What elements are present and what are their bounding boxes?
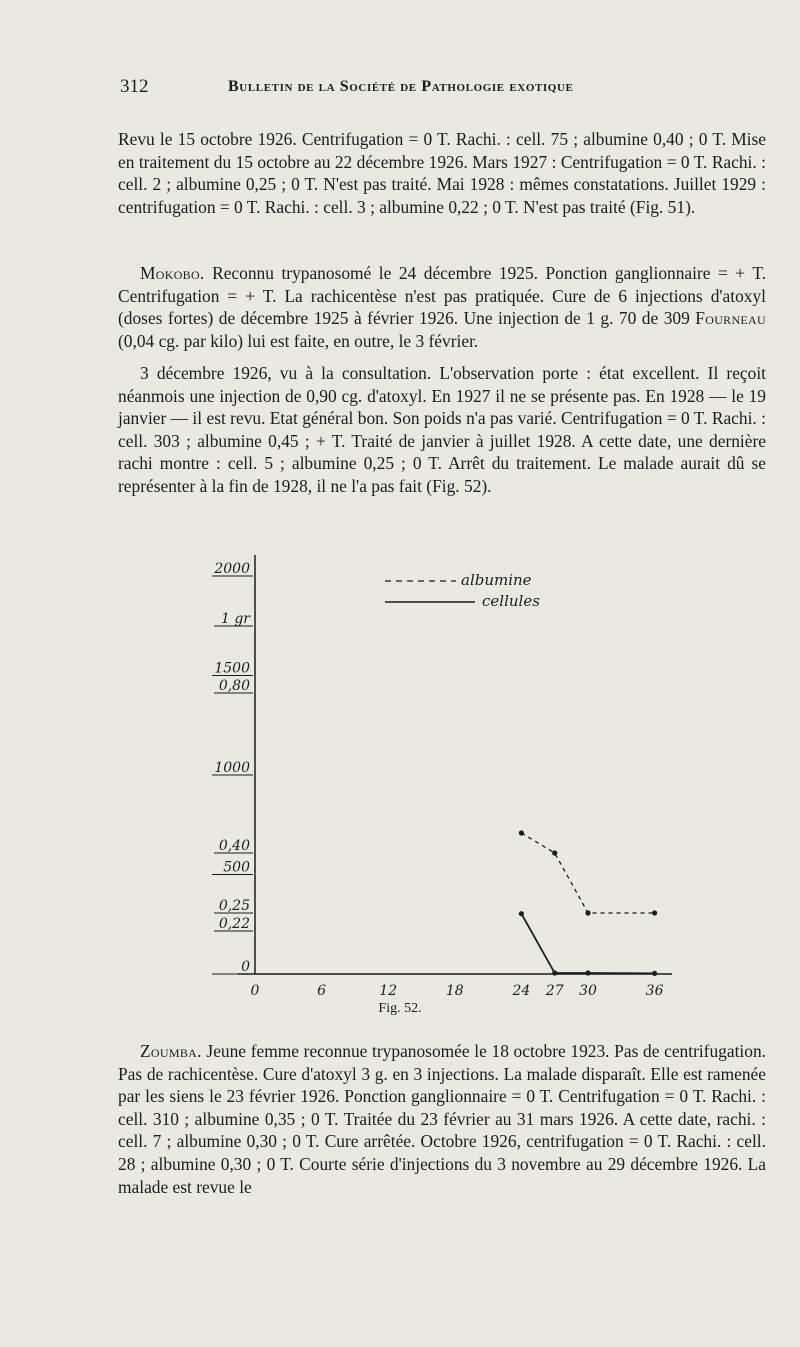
series-line-cellules xyxy=(521,914,654,974)
paragraph-zoumba-text: Jeune femme reconnue trypanosomée le 18 octobre 1923. Pas de centrifugation. Pas de rachicentèse. Cure d'atoxyl 3 g. en 3 injections. La malade disparaît. Elle est ramenée par les siens le 23 février 1926. Ponction ganglionnaire = 0 T. Centrifugation = 0 T. Rachi. : cell. 310 ; albumine 0,35 ; 0 T. Traitée du 23 février au 31 mars 1926. A cette date, rachi. : cell. 7 ; albumine 0,30 ; 0 T. Cure arrêtée. Octobre 1926, centrifugation = 0 T. Rachi. : cell. 28 ; albumine 0,30 ; 0 T. Courte série d'injections du 3 novembre au 29 décembre 1926. La malade est revue le xyxy=(118,1041,766,1197)
x-tick-labels xyxy=(251,983,664,999)
point-albumine-2 xyxy=(585,910,590,915)
paragraph-mokobo xyxy=(118,262,766,352)
patient-name-mokobo: Mokobo. xyxy=(140,263,205,283)
y-label-cells-0: 0 xyxy=(241,959,250,975)
y-label-albumin-4: 0,22 xyxy=(218,916,250,932)
running-title: Bulletin de la Société de Pathologie exotique xyxy=(228,78,574,95)
page-number: 312 xyxy=(120,76,149,97)
point-cellules-2 xyxy=(585,970,590,975)
paragraph-zoumba xyxy=(118,1040,766,1198)
x-label-36: 36 xyxy=(645,983,664,999)
legend-cells-label: cellules xyxy=(482,592,540,610)
y-label-cells-500: 500 xyxy=(223,859,250,876)
chart-legend xyxy=(385,571,540,610)
x-label-18: 18 xyxy=(445,983,464,999)
point-cellules-1 xyxy=(552,970,557,975)
point-cellules-3 xyxy=(652,971,657,976)
paragraph-mokobo-text-b: (0,04 cg. par kilo) lui est faite, en outre, le 3 février. xyxy=(118,330,479,351)
legend-albumin-label: albumine xyxy=(461,571,532,589)
y-label-albumin-1: 0,80 xyxy=(218,678,250,694)
x-label-30: 30 xyxy=(579,983,597,999)
x-label-27: 27 xyxy=(545,983,564,999)
y-label-cells-2000: 2000 xyxy=(214,561,250,577)
paragraph-mokobo-text-a: Reconnu trypanosomé le 24 décembre 1925. Ponction ganglionnaire = + T. Centrifugation = + T. La rachicentèse n'est pas pratiquée. Cure de 6 injections d'atoxyl (doses fortes) de décembre 1925 à février 1926. Une injection de 1 g. 70 de 309 xyxy=(118,263,766,329)
y-label-albumin-3: 0,25 xyxy=(218,898,250,914)
x-label-6: 6 xyxy=(317,983,327,999)
point-albumine-3 xyxy=(652,910,657,915)
paragraph-revu: Revu le 15 octobre 1926. Centrifugation = 0 T. Rachi. : cell. 75 ; albumine 0,40 ; 0 T. Mise en traitement du 15 octobre au 22 décembre 1926. Mars 1927 : Centrifugation = 0 T. Rachi. : cell. 2 ; albumine 0,25 ; 0 T. N'est pas traité. Mai 1928 : mêmes constatations. Juillet 1929 : centrifugation = 0 T. Rachi. : cell. 3 ; albumine 0,22 ; 0 T. N'est pas traité (Fig. 51). xyxy=(118,129,766,217)
y-label-albumin-0: 1 gr xyxy=(220,611,250,627)
paragraph-followup: 3 décembre 1926, vu à la consultation. L'observation porte : état excellent. Il reçoit néanmois une injection de 0,90 cg. d'atoxyl. En 1927 il ne se présente pas. En 1928 — le 19 janvier — il est revu. Etat général bon. Son poids n'a pas varié. Centrifugation = 0 T. Rachi. : cell. 303 ; albumine 0,45 ; + T. Traité de janvier à juillet 1928. A cette date, une dernière rachi montre : cell. 5 ; albumine 0,25 ; 0 T. Arrêt du traitement. Le malade aurait dû se représenter à la fin de 1928, il ne l'a pas fait (Fig. 52). xyxy=(118,363,766,496)
y-label-albumin-2: 0,40 xyxy=(218,838,250,854)
point-albumine-0 xyxy=(519,830,524,835)
chart-axes xyxy=(238,555,672,974)
y-labels-cells xyxy=(212,561,253,975)
y-label-cells-1500: 1500 xyxy=(214,660,250,677)
y-label-cells-1000: 1000 xyxy=(214,760,250,776)
figure-caption: Fig. 52. xyxy=(378,1001,422,1016)
patient-name-zoumba: Zoumba. xyxy=(140,1041,202,1061)
y-labels-albumin xyxy=(214,611,253,932)
x-label-0: 0 xyxy=(250,983,260,999)
x-label-24: 24 xyxy=(512,983,531,999)
author-name-fourneau: Fourneau xyxy=(695,308,766,329)
x-label-12: 12 xyxy=(379,983,398,999)
series-line-albumine xyxy=(521,833,654,913)
chart-series xyxy=(519,830,657,976)
point-cellules-0 xyxy=(519,911,524,916)
point-albumine-1 xyxy=(552,850,557,855)
